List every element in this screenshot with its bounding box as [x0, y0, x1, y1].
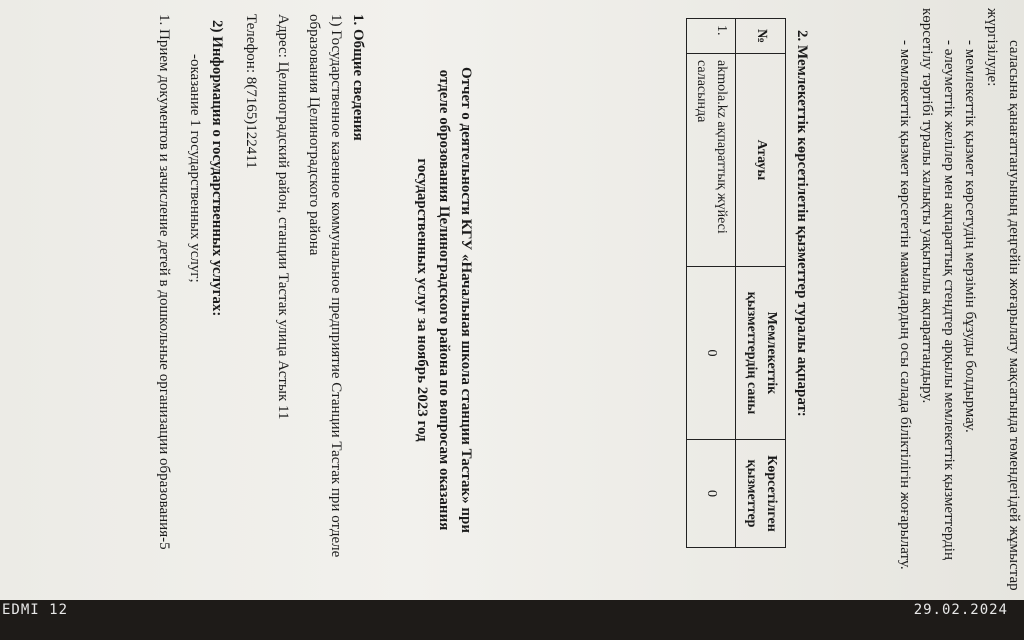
- ru-address: Адрес: Целиноградский район, станции Тастак улица Астык 11: [274, 14, 291, 420]
- table-header-row: [736, 19, 786, 548]
- table-row: [686, 19, 736, 548]
- ru-title-line-2: отделе обрoзования Целиноградского района по вопросам оказания: [436, 69, 453, 531]
- kz-section-2-heading: 2. Мемлекеттік көрсетілетін қызметтер туралы ақпарат:: [794, 30, 810, 417]
- kz-paragraph: саласына қанағаттануының деңгейін жоғарылату мақсатында төмендегідей жұмыстар жүргізілуде:: [984, 8, 1022, 591]
- table-cell: 1.: [686, 19, 736, 54]
- services-table-wrap: [686, 0, 786, 600]
- table-cell: akmola.kz ақпараттық жүйесі саласында: [686, 54, 736, 267]
- kz-section-2: [790, 0, 812, 600]
- bottom-dark-band: [0, 600, 1024, 640]
- device-stamp: EDMI 12: [2, 602, 69, 618]
- table-header: Мемлекеттік қызметтердің саны: [736, 267, 786, 440]
- ru-title-line-1: Отчет о деятельности КГУ «Начальная школа станции Тастак» при: [458, 67, 474, 533]
- kz-bullet-3: - мемлекеттік қызмет көрсететін мамандардың осы салада біліктілігін жоғарылату.: [897, 40, 914, 570]
- date-stamp: 29.02.2024: [913, 602, 1008, 618]
- ru-title-block: [411, 0, 476, 600]
- kz-bullet-1: - мемлекеттік қызмет көрсетудің мерзімін бұзуды болдырмау.: [962, 40, 979, 433]
- ru-section-2-heading: 2) Информация о государственных услугах:: [209, 20, 226, 317]
- ru-section-2-item: -оказание 1 государственных услуг;: [187, 54, 204, 283]
- ru-service-item: 1. Прием документов и зачисление детей в дошкольные организации образования-5: [155, 14, 172, 550]
- kz-bullet-2: - әлеуметтік желілер мен ақпараттық стендтер арқылы мемлекеттік қызметтердің көрсетілу тәртібі туралы халықты уақытылы ақпараттандыру.: [919, 8, 957, 560]
- ru-phone: Телефон: 8(7165)122411: [243, 14, 259, 169]
- ru-body: [152, 0, 368, 600]
- kz-text-block: [894, 0, 1024, 600]
- table-header: Көрсетілген қызметтер: [736, 440, 786, 548]
- services-table: [686, 18, 786, 548]
- table-cell: 0: [686, 440, 736, 548]
- ru-title-line-3: государственных услуг за ноябрь 2023 год: [414, 158, 431, 442]
- table-cell: 0: [686, 267, 736, 440]
- ru-section-1-heading: 1. Общие сведения: [350, 14, 366, 141]
- ru-section-1-item: 1) Государственное казенное коммунальное предприятие Станции Тастак при отделе образования Целиноградского района: [306, 14, 345, 558]
- table-header: №: [736, 19, 786, 54]
- table-header: Атауы: [736, 54, 786, 267]
